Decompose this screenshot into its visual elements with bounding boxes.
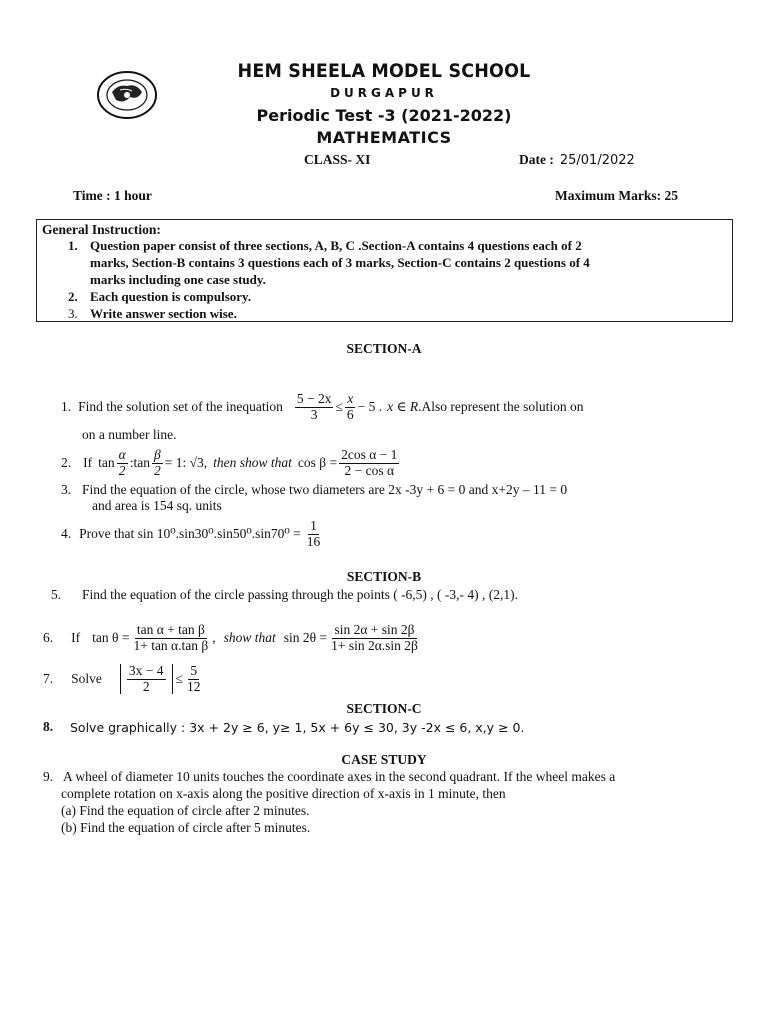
- instruction-line: Write answer section wise.: [90, 306, 237, 321]
- sin-2theta: sin 2θ =: [283, 630, 328, 645]
- question-4: [61, 515, 324, 553]
- numerator: 5 − 2x: [296, 391, 332, 407]
- solve-word: Solve: [71, 671, 102, 686]
- ratio-value: = 1: √3,: [164, 455, 208, 470]
- date-label: Date :: [519, 152, 554, 167]
- question-3-text: Find the equation of the circle, whose two diameters are 2x -3y + 6 = 0 and x+2y – 11 = 0: [82, 482, 568, 497]
- question-2: [61, 446, 401, 480]
- denominator: 2: [153, 462, 161, 478]
- question-9-part-b: (b) Find the equation of circle after 5 minutes.: [61, 820, 311, 835]
- lhs: tan θ =: [92, 630, 130, 645]
- denominator: 1+ tan α.tan β: [133, 637, 209, 653]
- numerator: sin 2α + sin 2β: [334, 622, 415, 638]
- instruction-line: Question paper consist of three sections, A, B, C .Section-A contains 4 questions each of 2: [90, 238, 582, 253]
- fraction: [152, 448, 163, 477]
- instruction-number: 1.: [68, 238, 78, 253]
- fraction: [329, 623, 420, 652]
- question-3-continuation: and area is 154 sq. units: [92, 498, 222, 513]
- section-a-heading: SECTION-A: [346, 341, 422, 356]
- denominator: 12: [186, 678, 201, 694]
- instruction-line: Each question is compulsory.: [90, 289, 252, 304]
- test-title: Periodic Test -3 (2021-2022): [256, 106, 512, 125]
- case-study-heading: CASE STUDY: [341, 752, 427, 767]
- subject-title: MATHEMATICS: [316, 128, 452, 147]
- question-number: 6.: [43, 630, 54, 645]
- question-number: 8.: [43, 719, 54, 734]
- question-text: Prove that sin 10⁰.sin30⁰.sin50⁰.sin70⁰ =: [79, 526, 301, 541]
- question-text: Find the solution set of the inequation: [78, 399, 283, 414]
- numerator: 1: [310, 518, 317, 534]
- show-that: then show that: [213, 455, 292, 470]
- question-number: 2.: [61, 455, 72, 470]
- numerator: x: [347, 391, 354, 407]
- fraction: [131, 623, 210, 652]
- instructions-heading: General Instruction:: [42, 222, 161, 237]
- denominator: 16: [306, 533, 321, 549]
- instruction-number: 3.: [68, 306, 78, 321]
- question-9-continuation: complete rotation on x-axis along the positive direction of x-axis in 1 minute, then: [61, 786, 506, 801]
- numerator: β: [153, 447, 161, 463]
- absolute-value: [120, 664, 173, 693]
- question-text: .Also represent the solution on: [418, 399, 584, 414]
- school-name: HEM SHEELA MODEL SCHOOL: [237, 60, 531, 82]
- question-number: 9.: [43, 769, 54, 784]
- cos-beta: cos β =: [297, 455, 338, 470]
- show-that: show that: [223, 630, 276, 645]
- section-c-heading: SECTION-C: [346, 701, 422, 716]
- max-marks-label: Maximum Marks: 25: [555, 188, 678, 203]
- fraction: [127, 664, 166, 693]
- question-6: 6. If tan θ = $\frac{\text{tan α + tan β}}{\text{1+ tan α.tan β}}$ , show that sin 2θ = $\frac{\sin 2\alpha + \sin 2\beta}{1+ \sin 2\alpha.\sin 2\beta}$: [43, 622, 418, 653]
- numerator: tan α + tan β: [136, 622, 205, 638]
- question-number: 7.: [43, 671, 54, 686]
- expression-tail: − 5 .: [357, 399, 383, 414]
- question-9-part-a: (a) Find the equation of circle after 2 minutes.: [61, 803, 310, 818]
- domain: x ∈ R: [387, 399, 419, 414]
- numerator: 3x − 4: [128, 663, 164, 679]
- section-b-heading: SECTION-B: [346, 569, 422, 584]
- question-8-text: Solve graphically : 3x + 2y ≥ 6, y≥ 1, 5x + 6y ≤ 30, 3y -2x ≤ 6, x,y ≥ 0.: [70, 720, 525, 735]
- denominator: 2: [118, 462, 126, 478]
- question-number: 5.: [51, 587, 62, 602]
- fraction: [339, 448, 399, 477]
- denominator: 1+ sin 2α.sin 2β: [331, 637, 418, 653]
- tan-word: tan: [98, 455, 115, 470]
- school-city: DURGAPUR: [330, 86, 438, 100]
- instruction-number: 2.: [68, 289, 78, 304]
- question-1: [61, 390, 584, 424]
- numerator: 2cos α − 1: [341, 447, 398, 463]
- time-label: Time : 1 hour: [73, 188, 152, 203]
- denominator: 2 − cos α: [344, 462, 395, 478]
- if-word: If: [83, 455, 93, 470]
- question-number: 1.: [61, 399, 72, 414]
- instruction-line: marks, Section-B contains 3 questions each of 3 marks, Section-C contains 2 questions of 4: [90, 255, 590, 270]
- question-9-text: A wheel of diameter 10 units touches the coordinate axes in the second quadrant. If the wheel makes a: [63, 769, 616, 784]
- operator: ≤: [335, 399, 343, 414]
- fraction: [185, 664, 203, 693]
- ratio-tan: :tan: [129, 455, 150, 470]
- denominator: 2: [142, 678, 150, 694]
- class-label: CLASS- XI: [304, 152, 371, 167]
- question-5-text: Find the equation of the circle passing through the points ( -6,5) , ( -3,- 4) , (2,1).: [82, 587, 519, 602]
- if-word: If: [71, 630, 81, 645]
- fraction: [305, 519, 323, 548]
- question-number: 3.: [61, 482, 72, 497]
- fraction: [345, 392, 356, 421]
- question-7: [43, 660, 204, 698]
- denominator: 3: [310, 406, 318, 422]
- date-value: 25/01/2022: [559, 153, 635, 168]
- question-1-continuation: on a number line.: [82, 427, 177, 442]
- date-line: [519, 152, 635, 168]
- fraction: [295, 392, 334, 421]
- denominator: 6: [346, 406, 354, 422]
- operator: ≤: [175, 671, 183, 686]
- numerator: 5: [190, 663, 198, 679]
- question-number: 4.: [61, 526, 72, 541]
- numerator: α: [118, 447, 126, 463]
- fraction: [117, 448, 128, 477]
- instruction-line: marks including one case study.: [90, 272, 266, 287]
